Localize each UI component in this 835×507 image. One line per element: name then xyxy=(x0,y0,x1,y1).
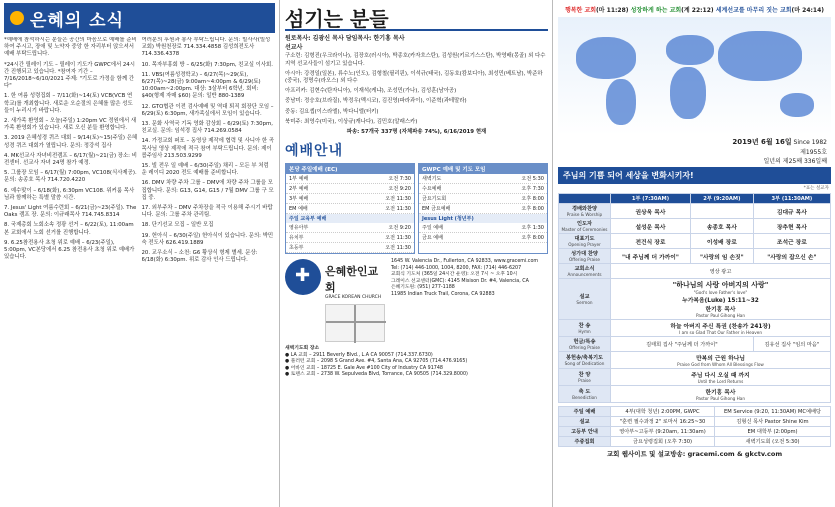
missionary-region: 중동: 김요셉(이스라엘), 박다니엘(터키) xyxy=(285,108,379,115)
church-logo-block xyxy=(285,259,321,342)
benediction-label-en: Benediction xyxy=(572,395,597,400)
closing-label-en: Praise xyxy=(578,378,591,383)
order-cell: 송종호 목사 xyxy=(690,219,753,234)
sermon-label xyxy=(559,279,611,320)
service-name: 유치부 xyxy=(289,235,304,242)
order-label-ko: 경배와찬양 xyxy=(571,206,598,212)
church-name: 은혜한인교회 xyxy=(325,265,379,295)
news-item: 8. 국제총회 노회소속 정광 선거 – 6/22(토), 11:00am 본 교회에서 노회 선거를 진행합니다. xyxy=(4,222,134,236)
sermon-title-en: "God's love Father's love" xyxy=(693,290,748,295)
news-column xyxy=(0,0,280,507)
church-vision xyxy=(558,5,831,14)
service-name: EM 금요예배 xyxy=(422,206,451,213)
bottom-label: 주중집회 xyxy=(559,437,611,447)
service-row xyxy=(286,174,414,184)
order-label-ko: 대표기도 xyxy=(574,236,595,242)
service-name: 3부 예배 xyxy=(289,196,309,203)
news-col-1 xyxy=(4,37,138,502)
news-item: 9. 6.25참전용사 초청 위로 예배 – 6/23(주일), 5:00pm, VC본당에서 6.25 참전용사 초청 위로 예배가 있습니다. xyxy=(4,239,135,261)
order-cell: 설성운 목사 xyxy=(611,219,691,234)
service-name: 영유아부 xyxy=(289,225,309,232)
news-banner-title: 은혜의 소식 xyxy=(30,10,125,31)
service-time: 오전 11:30 xyxy=(385,206,411,213)
news-item: 18. 단기선교 모집 – 일반 모집 xyxy=(141,222,214,229)
service-time: 오전 9:20 xyxy=(388,186,411,193)
news-item: 1. 한 여름 성령집회 – 7/11(화)~14(토) VCB(VCB 연 학교)를 개최합니다. 새로운 오순절의 은혜를 많은 성도들이 누리시기 바랍니다. xyxy=(4,93,133,114)
sermon-preacher: 한기홍 목사 xyxy=(705,307,736,313)
service-time: 오전 11:30 xyxy=(385,235,411,242)
order-label-en: Master of Ceremonies xyxy=(561,227,608,232)
news-item: *24시간 릴레이 기도 – 릴레이 기도가 GWPC에서 24시간 진행되고 있습니다. *참여자 기간 – 7/16/2018~6/10/2021 주제: "기도로 가정을 함께 간다" xyxy=(4,61,135,90)
order-label-ko: 인도자 xyxy=(576,221,593,227)
hymn-content xyxy=(611,320,831,337)
offering-label-en: Offering Praise xyxy=(569,345,600,350)
church-address xyxy=(391,259,548,342)
benediction-text-en: Pastor Paul Gihong Han xyxy=(695,396,746,401)
order-cell xyxy=(690,204,753,219)
bottom-cell: 김형신 목사 Pastor Shine Kim xyxy=(715,417,831,427)
news-item: 13. 문화 사역국 기독 영화 감상회 – 6/29(토) 7:30pm, 친교실. 문의: 임석경 집사 714.269.0584 xyxy=(141,121,273,135)
address-line: 1645 W. Valencia Dr., Fullerton, CA 92833, www.gracemi.com xyxy=(391,259,539,265)
service-time: 오후 1:30 xyxy=(521,225,544,232)
news-item: 14. 가정교회 퍼포 – 동영상 제작에 협력 및 사니아 한 곡 목사님 영상 제작에 적극 참여 부탁드립니다. 문의: 제이콥주임사 213.503.9299 xyxy=(141,138,275,159)
gwpc-box-header: GWPC 예배 및 기도 모임 xyxy=(419,164,547,174)
order-corner xyxy=(559,194,611,204)
news-item: 17. 외부주차 – DMV 주차장을 적극 이용해 주시기 바랍니다. 문의: 그룹 주차 관리팀. xyxy=(141,205,273,219)
hymn-text-en: I am so Glad That Our Father in Heaven xyxy=(679,330,762,335)
order-label-en: Announcements xyxy=(567,272,602,277)
closing-text-en: Until the Lord Returns xyxy=(697,379,744,384)
vision-3: 세계선교를 마무리 짓는 교회 xyxy=(715,7,792,14)
issue-volume: 제1955호 xyxy=(800,149,827,156)
order-cell: "사랑의 임 손짓" xyxy=(690,249,753,264)
news-item: 5. 그룹장 모임 – 6/17(월) 7:00pm, VC108(식사제공). 문의: 송종호 목사 714.720.4220 xyxy=(4,170,137,184)
news-item: 여러분의 후원과 봉사 부탁드립니다. 문의: 빌사사(빌성교회) 박원천장로 714.334.4858 김성희전도사 714.336.4378 xyxy=(141,37,271,58)
service-row xyxy=(419,194,547,204)
service-row xyxy=(286,204,414,214)
dedication-text-en: Praise God from Whom All Blessings Flow xyxy=(677,362,764,367)
church-logo-icon xyxy=(285,259,321,295)
worship-grid xyxy=(285,163,548,254)
service-row xyxy=(419,223,547,233)
hymn-text: 하늘 아버지 주신 특권 (찬송가 241장) xyxy=(670,324,771,330)
benediction-text: 한기홍 목사 xyxy=(705,390,736,396)
news-item: 12. GTO협관 이전 검사예배 및 역대 퇴직 회장단 모임 – 6/29(토) 6:30pm, 새가족실에서 모임이 있습니다. xyxy=(141,103,274,117)
sermon-scripture: 누가복음(Luke) 15:11~32 xyxy=(682,298,759,304)
bottom-cell: 금요성령집회 (오후 7:30) xyxy=(611,437,715,447)
service-box xyxy=(285,163,415,254)
pastors-line: 원로목사: 김광신 목사 담임목사: 한기홍 목사 xyxy=(285,35,405,42)
service-time: 오전 11:30 xyxy=(385,196,411,203)
missionary-total: 파송: 57개국 337명 (자체파송 74%), 6/16/2019 현재 xyxy=(346,129,487,136)
issue-week: 일년의 제25째 336일째 xyxy=(763,158,827,165)
service-row xyxy=(419,233,547,243)
benediction-label-ko: 축 도 xyxy=(578,389,591,395)
service-box-header: 본당 주일예배 (EC) xyxy=(286,164,414,174)
order-label-en: Praise & Worship xyxy=(566,212,603,217)
branch-item: ● 토랜스 교회 – 2738 W. Sepulveda Blvd, Torrance, CA 90505 (714.329.8000) xyxy=(285,372,468,378)
dedication-label-en: Song of Dedication xyxy=(564,361,605,366)
map-icon xyxy=(325,304,385,342)
benediction-label xyxy=(559,386,611,403)
service-row xyxy=(419,174,547,184)
vision-1: 행복한 교회 xyxy=(564,7,597,14)
news-item: 4. MK선교사 자녀비전캠프 – 6/17(월)~21(금) 장소: 비전센터. 선교사 자녀 24명 참가 예정. xyxy=(4,152,137,167)
hymn-label-ko: 찬 송 xyxy=(578,323,591,329)
service-time: 오후 7:30 xyxy=(521,186,544,193)
missionary-region: 중남미: 정승호(브라질), 박정우(멕시코), 김진영(파라과이), 이준혁(과테말라) xyxy=(285,98,467,105)
order-cell: 장추현 목사 xyxy=(753,219,830,234)
service-header: 2부 (9:20AM) xyxy=(690,194,753,204)
worship-title: 예배안내 xyxy=(285,143,344,160)
address-line: 그레이스 선교센터(GMC): 4145 Misison Dr. #4, Valencia, CA xyxy=(391,278,529,284)
vision-3-ref: (마 24:14) xyxy=(791,7,825,14)
hymn-label-en: Hymn xyxy=(578,329,591,334)
bottom-cell: EM 대학부 (2:00pm) xyxy=(715,427,831,437)
address-line: 은혜기도원: (951) 277-1188 xyxy=(391,285,455,291)
service-name: 수요예배 xyxy=(422,186,442,193)
bottom-label: 주일 예배 xyxy=(559,407,611,417)
staff-title: 섬기는 분들 xyxy=(285,3,548,31)
news-item: 11. VBS(여름성경학교) – 6/27(목)~29(토), 6/27(목)~28(금) 9:00am~4:00pm & 6/29(토) 10:00am~2:00pm. 대상: 3살부터 6학년. 회비: $40(형제 자매 $60) 문의: 일반 880-1389 xyxy=(141,71,261,100)
dedication-text: 만복의 근원 하나님 xyxy=(696,356,745,362)
service-subheader: Jesus Light (청년부) xyxy=(419,214,547,223)
bottom-cell: EM Service (9:20, 11:30AM) MC예배당 xyxy=(715,407,831,417)
service-time: 오전 9:20 xyxy=(388,225,411,232)
news-item: 15. 빌 전우 일 예배 – 6/30(주일) 채리 – 모든 부 처럼 운 레이디 2020 전도 예배를 준비합니다. xyxy=(141,163,269,177)
closing-text: 주님 다시 오실 때 까지 xyxy=(691,373,750,379)
order-cell: 이성배 장로 xyxy=(690,234,753,249)
staff-column xyxy=(281,0,553,507)
closing-content xyxy=(611,369,831,386)
service-name: 2부 예배 xyxy=(289,186,309,193)
sermon-content xyxy=(611,279,831,320)
order-cell: 조석근 장로 xyxy=(753,234,830,249)
bulletin-column xyxy=(554,0,835,507)
service-header: 3부 (11:30AM) xyxy=(753,194,830,204)
order-label-ko: 교회소식 xyxy=(574,266,595,272)
service-time: 오후 8:00 xyxy=(521,235,544,242)
vision-2-ref: (계 22:12) xyxy=(681,7,714,14)
preacher-note: *표는 설교자 xyxy=(803,186,829,191)
missionary-region: 아시아: 강경일(일본), 류수노(인도), 김형철(필리핀), 이석규(태국), 김동호(캄보디아), 최성민(베트남), 박준하(중국), 정명수(라오스) 외 다수 xyxy=(285,70,543,85)
order-label-en: Offering Praise xyxy=(569,257,600,262)
order-label xyxy=(559,204,611,219)
since: Since 1982 xyxy=(793,139,827,146)
news-item: 16. DMV 차량 주차 그룹 – DMV에 차량 주차 그룹을 모집합니다. 문의: G13, G14, G15 / 7월 DMV 그룹 구 모집 중. xyxy=(141,180,274,201)
bottom-cell: 영아부~고등부 (9:20am, 11:30am) xyxy=(611,427,715,437)
service-time: 오후 8:00 xyxy=(521,196,544,203)
news-col-2 xyxy=(142,37,276,502)
worship-order-table xyxy=(558,193,831,403)
issue-date: 2019년 6월 16일 xyxy=(732,138,792,146)
service-name: 새벽기도 xyxy=(422,176,442,183)
bottom-label: 고등부 안내 xyxy=(559,427,611,437)
church-info xyxy=(285,259,548,342)
branch-item: ● 어바인 교회 – 18725 E. Gale Ave #100 City of Industry CA 91748 xyxy=(285,365,443,371)
news-item: 20. 교우소식 – 소천: G6 황상식 형제 별세. 문상: 6/18(화) 6:30pm. 위로 감사 인사 드립니다. xyxy=(141,250,258,264)
sermon-title: "하나님의 사랑 아버지의 사랑" xyxy=(672,281,769,289)
service-name: EM 예배 xyxy=(289,206,308,213)
order-cell: 권상욱 목사 xyxy=(611,204,691,219)
service-row xyxy=(286,233,414,243)
bottom-cell: 새벽기도회 (오전 5:30) xyxy=(715,437,831,447)
staff-list xyxy=(285,35,548,136)
order-label xyxy=(559,219,611,234)
news-item: 2. 새가족 환영회 – 오늘(주일) 1:20pm VC 정원에서 새가족 환영회가 있습니다. 새로 오신 분들 환영합니다. xyxy=(4,118,137,132)
order-label xyxy=(559,264,611,279)
bottom-label: 설교 xyxy=(559,417,611,427)
bottom-cell: "훈련 필수과정 2" 로마서 16:25~30 xyxy=(611,417,715,427)
sun-icon xyxy=(10,11,24,25)
missionary-region: 북미주: 최영수(미국), 이상규(캐나다), 김민호(알래스카) xyxy=(285,118,418,125)
service-time: 오전 5:30 xyxy=(521,176,544,183)
service-name: 금요 예배 xyxy=(422,235,443,242)
news-item: 19. 헌아식 – 6/30(주일) 헌아식이 있습니다. 문의: 박민숙 전도사 626.419.1889 xyxy=(141,232,274,246)
dedication-label-ko: 봉헌송/축복기도 xyxy=(566,355,603,361)
service-name: 금요기도회 xyxy=(422,196,447,203)
missionary-region: 구소련: 김형진(우크라이나), 김장호(러시아), 박종호(카자흐스탄), 김성원(키르기스스탄), 박영배(몽골) 외 다수 지역 선교사들이 섬기고 있습니다. xyxy=(285,53,546,67)
missionary-header: 선교사 xyxy=(285,44,303,52)
service-row xyxy=(419,184,547,194)
address-line: 11985 Indian Truck Trail, Corona, CA 92883 xyxy=(391,291,495,297)
offering-label-ko: 헌금/특송 xyxy=(573,339,596,345)
address-line: 교회식 기도처 (365일 24시간 운영): 오전 7시 ~ 오후 10시 xyxy=(391,272,518,278)
vision-1-ref: (마 11:28) xyxy=(596,7,629,14)
branches xyxy=(285,346,548,379)
news-item: 7. Jesus' Light 여름수련회 – 6/21(금)~23(주일). The Oaks 캠프 장. 문의: 이규래목사 714.745.8314 xyxy=(4,205,137,219)
world-map-icon xyxy=(558,17,831,135)
service-time: 오후 8:00 xyxy=(521,206,544,213)
order-cell: 전건식 장로 xyxy=(611,234,691,249)
order-cell: "내 주님께 더 가까이" xyxy=(611,249,691,264)
sermon-label-en: Sermon xyxy=(576,300,593,305)
order-label xyxy=(559,234,611,249)
service-row xyxy=(286,243,414,253)
service-row xyxy=(419,204,547,214)
order-label xyxy=(559,249,611,264)
hymn-label xyxy=(559,320,611,337)
service-row xyxy=(286,184,414,194)
website-footer: 교회 웹사이트 및 설교방송: gracemi.com & gkctv.com xyxy=(606,450,783,458)
benediction-content xyxy=(611,386,831,403)
church-name-en: GRACE KOREAN CHURCH xyxy=(325,295,382,301)
service-row xyxy=(286,223,414,233)
service-row xyxy=(286,194,414,204)
missionary-region: 아프리카: 김현수(탄자니아), 이재석(케냐), 조성민(가나), 김성훈(남아공) xyxy=(285,88,457,95)
order-cell: 김대규 목사 xyxy=(753,204,830,219)
news-item: 6. 예수맞이 – 6/18(화), 6:30pm VC108. 위커룸 목사님과 함께하는 특별 말씀 시간. xyxy=(4,187,135,201)
order-label-en: Opening Prayer xyxy=(568,242,601,247)
service-header: 1부 (7:30AM) xyxy=(611,194,691,204)
service-name: 1부 예배 xyxy=(289,176,309,183)
news-item: 3. 2019 은혜성경 퀴즈 대회 – 9/14(토)~15(주일) 은혜 성경 퀴즈 대회가 열립니다. 문의: 정강석 집사 xyxy=(4,135,138,149)
service-name: 주일 예배 xyxy=(422,225,443,232)
other-services-table xyxy=(558,406,831,447)
year-theme: 주님의 기쁨 되어 세상을 변화시키자! xyxy=(558,167,831,184)
branch-item: ● 풀러턴 교회 – 2098 S Grand Ave. #4, Santa Ana, CA 92705 (714.476.9165) xyxy=(285,359,468,365)
news-item: *예배에 참석하시는 분들은 공간의 마음으로 예배를 준비하여 주시고, 장애 및 노약자 중앙 한 자리부터 앉으셔서 예배 부탁드립니다. xyxy=(4,37,137,58)
bottom-cell: 4부(대학 청년) 2:00PM, GWPC xyxy=(611,407,715,417)
church-name-block xyxy=(325,259,387,342)
service-name: 초등부 xyxy=(289,245,304,252)
gwpc-box xyxy=(418,163,548,254)
service-subheader: 주일 교육부 예배 xyxy=(286,214,414,223)
dedication-content xyxy=(611,352,831,369)
service-time: 오전 11:30 xyxy=(385,245,411,252)
vision-2: 성장하게 하는 교회 xyxy=(630,7,682,14)
news-item: 10. 목자부흥회 방 – 6/25(화) 7:30pm, 친교실 이사회. xyxy=(141,61,273,68)
service-time: 오전 7:30 xyxy=(388,176,411,183)
dedication-label xyxy=(559,352,611,369)
offering-cell: 김유선 집사 "임의 마음" xyxy=(753,337,830,352)
closing-label xyxy=(559,369,611,386)
sermon-label-ko: 설교 xyxy=(579,294,590,300)
offering-cell: 김태희 집사 "주님께 더 가까이" xyxy=(611,337,754,352)
news-body xyxy=(4,37,275,502)
order-cell: "사랑의 잡으신 손" xyxy=(753,249,830,264)
branch-item: ● LA 교회 – 2911 Beverly Blvd., L.A CA 90057 (714.337.6730) xyxy=(285,352,433,358)
issue-info xyxy=(558,137,831,165)
order-cell: 영상 광고 xyxy=(611,264,831,279)
sermon-preacher-en: Pastor Paul Gihong Han xyxy=(695,313,746,318)
order-label-ko: 성가대 찬양 xyxy=(571,251,598,257)
offering-label xyxy=(559,337,611,352)
news-banner xyxy=(4,3,275,33)
closing-label-ko: 찬 양 xyxy=(578,372,591,378)
address-line: Tel: (714) 446-1000, 1004, 8200, FAX: (714) 446-6207 xyxy=(391,265,522,271)
branches-header: 새벽기도회 장소 xyxy=(285,346,320,352)
